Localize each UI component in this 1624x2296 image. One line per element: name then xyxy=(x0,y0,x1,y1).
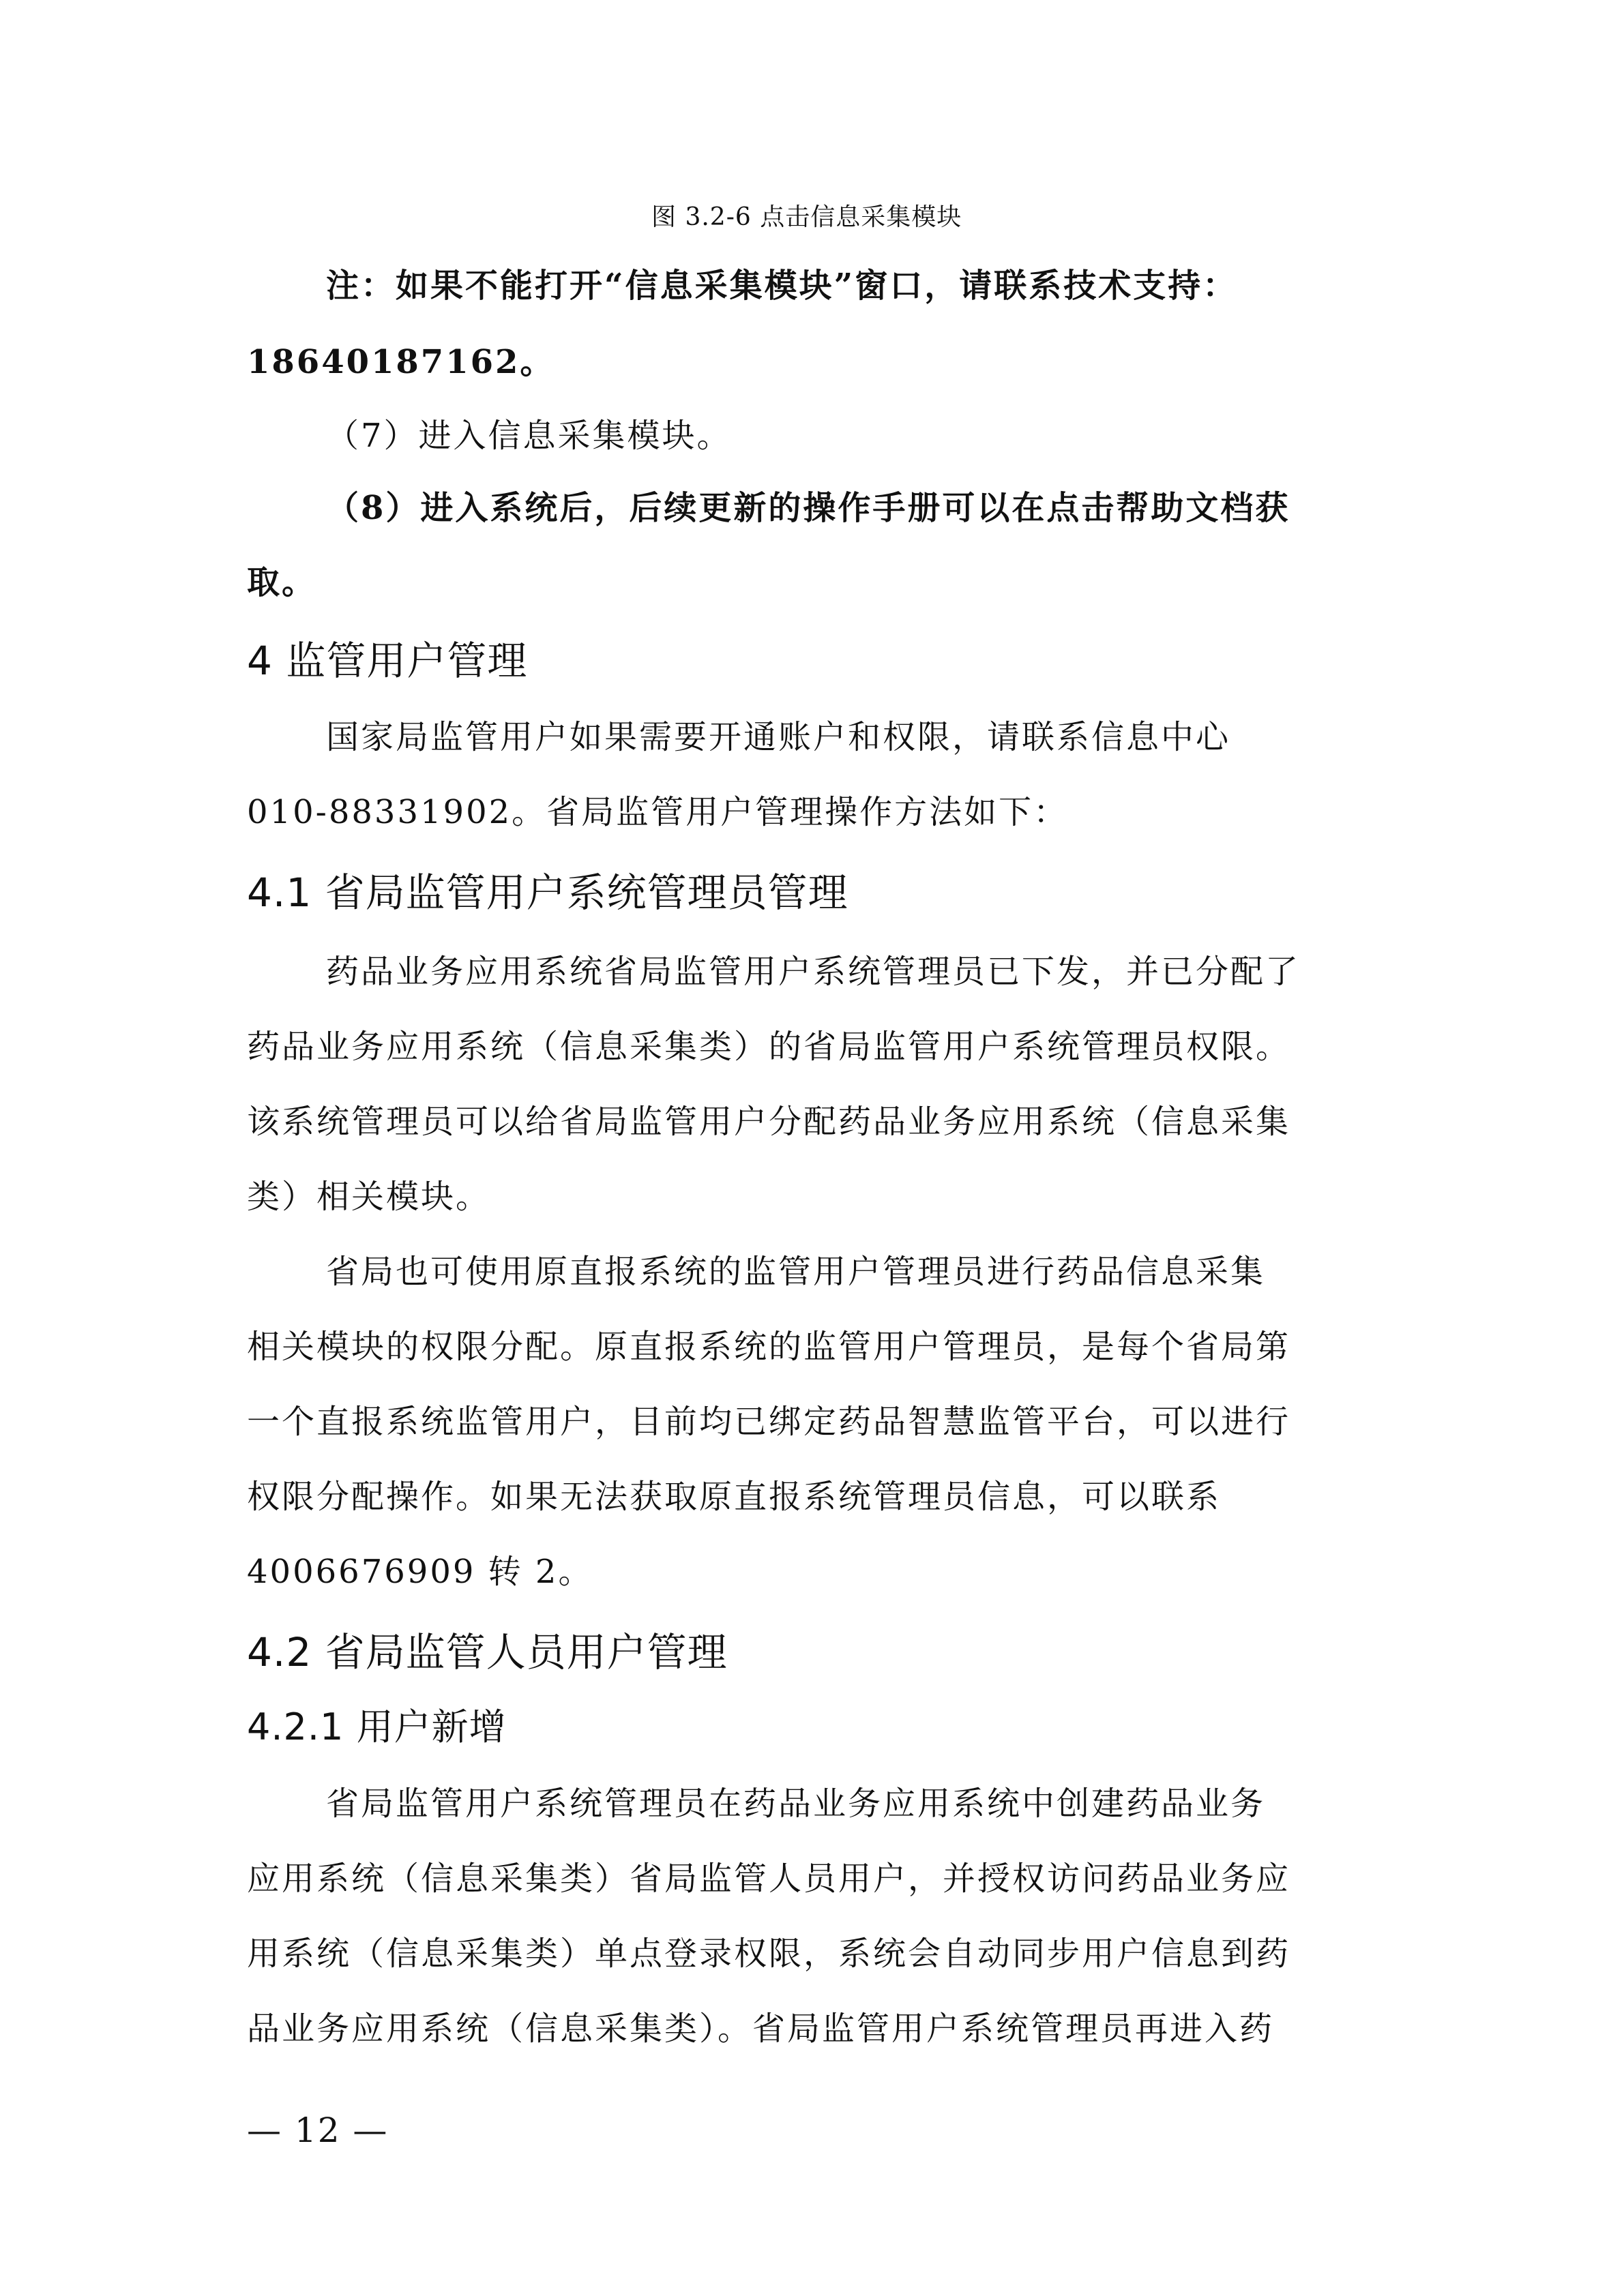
page-number: — 12 — xyxy=(247,2111,389,2150)
section-4-1-para2-line-3: 一个直报系统监管用户，目前均已绑定药品智慧监管平台，可以进行 xyxy=(247,1403,1291,1441)
section-4-1-para1-line-4: 类）相关模块。 xyxy=(247,1178,491,1216)
note-line-1: 注：如果不能打开“信息采集模块”窗口，请联系技术支持： xyxy=(326,267,1238,305)
section-4-1-para1-line-1: 药品业务应用系统省局监管用户系统管理员已下发，并已分配了 xyxy=(326,953,1301,991)
section-4-para-line-1: 国家局监管用户如果需要开通账户和权限，请联系信息中心 xyxy=(326,718,1231,756)
step-8-line-2: 取。 xyxy=(247,563,317,601)
step-8-line-1: （8）进入系统后，后续更新的操作手册可以在点击帮助文档获 xyxy=(326,489,1290,527)
section-4-1-para2-line-4: 权限分配操作。如果无法获取原直报系统管理员信息，可以联系 xyxy=(247,1478,1222,1516)
section-4-1-para1-line-3: 该系统管理员可以给省局监管用户分配药品业务应用系统（信息采集 xyxy=(247,1103,1291,1141)
section-4-1-para1-line-2: 药品业务应用系统（信息采集类）的省局监管用户系统管理员权限。 xyxy=(247,1028,1291,1066)
section-4-2-para-line-2: 应用系统（信息采集类）省局监管人员用户，并授权访问药品业务应 xyxy=(247,1860,1291,1898)
note-line-2: 18640187162。 xyxy=(247,343,555,381)
figure-caption: 图 3.2-6 点击信息采集模块 xyxy=(651,203,962,231)
section-4-1-para2-line-2: 相关模块的权限分配。原直报系统的监管用户管理员，是每个省局第 xyxy=(247,1328,1291,1366)
section-4-para-line-2: 010-88331902。省局监管用户管理操作方法如下： xyxy=(247,793,1069,831)
section-4-2-heading: 4.2 省局监管人员用户管理 xyxy=(247,1629,728,1675)
section-4-2-1-heading: 4.2.1 用户新增 xyxy=(247,1705,507,1748)
step-7: （7）进入信息采集模块。 xyxy=(326,417,732,455)
section-4-1-para2-line-5: 4006676909 转 2。 xyxy=(247,1553,593,1591)
section-4-1-heading: 4.1 省局监管用户系统管理员管理 xyxy=(247,869,848,916)
section-4-2-para-line-1: 省局监管用户系统管理员在药品业务应用系统中创建药品业务 xyxy=(326,1785,1266,1823)
section-4-2-para-line-3: 用系统（信息采集类）单点登录权限，系统会自动同步用户信息到药 xyxy=(247,1935,1291,1973)
section-4-1-para2-line-1: 省局也可使用原直报系统的监管用户管理员进行药品信息采集 xyxy=(326,1253,1266,1291)
section-4-2-para-line-4: 品业务应用系统（信息采集类）。省局监管用户系统管理员再进入药 xyxy=(247,2010,1275,2048)
section-4-heading: 4 监管用户管理 xyxy=(247,638,528,684)
